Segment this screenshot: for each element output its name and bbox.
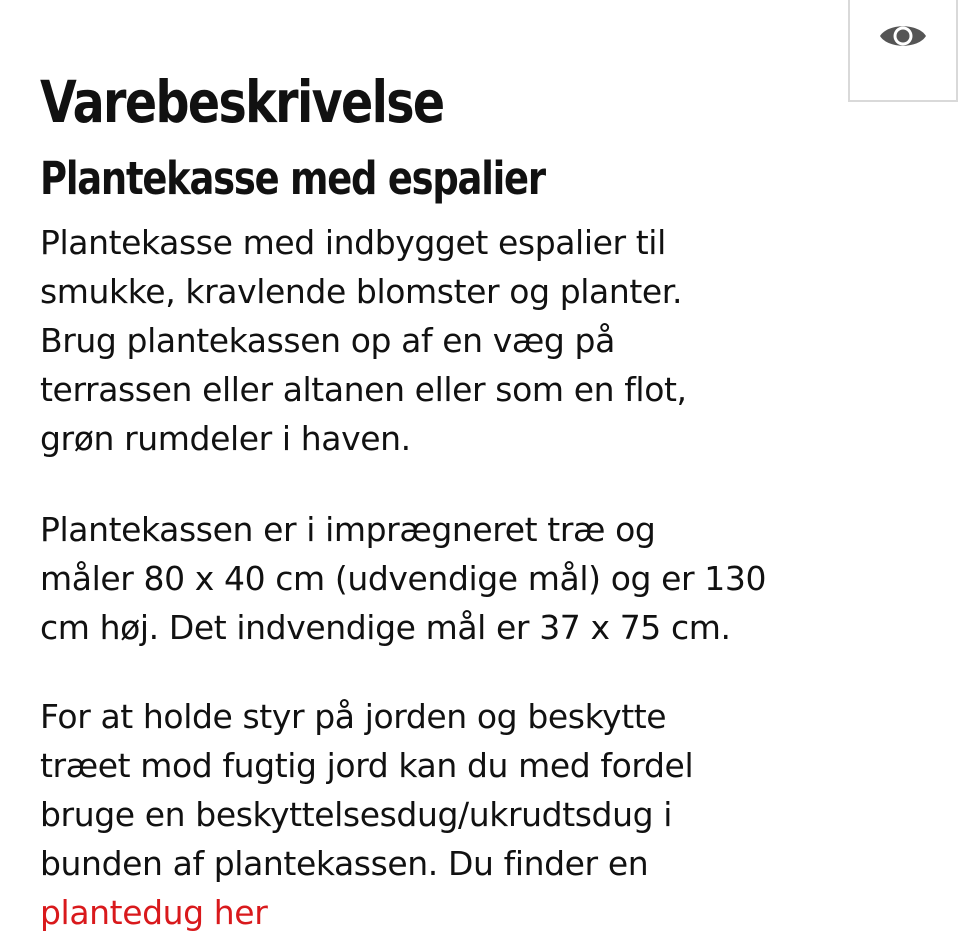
text-line: For at holde styr på jorden og beskytte — [40, 697, 667, 736]
description-paragraph-2 — [40, 505, 940, 652]
text-line: terrassen eller altanen eller som en flot, — [40, 370, 687, 409]
text-line: Plantekasse med indbygget espalier til — [40, 223, 666, 262]
text-line: cm høj. Det indvendige mål er 37 x 75 cm. — [40, 608, 731, 647]
section-title: Varebeskrivelse — [40, 68, 444, 136]
text-line: smukke, kravlende blomster og planter. — [40, 272, 683, 311]
text-line: bunden af plantekassen. Du finder en — [40, 844, 649, 883]
description-paragraph-1 — [40, 218, 940, 463]
text-line: Brug plantekassen op af en væg på — [40, 321, 615, 360]
eye-icon — [878, 20, 928, 52]
text-line: Plantekassen er i imprægneret træ og — [40, 510, 656, 549]
plantedug-link[interactable]: plantedug her — [40, 893, 268, 932]
text-line: træet mod fugtig jord kan du med fordel — [40, 746, 694, 785]
text-line: grøn rumdeler i haven. — [40, 419, 411, 458]
product-description — [40, 62, 940, 937]
text-line: måler 80 x 40 cm (udvendige mål) og er 130 — [40, 559, 767, 598]
product-name: Plantekasse med espalier — [40, 152, 545, 205]
description-paragraph-3 — [40, 692, 940, 937]
text-line: bruge en beskyttelsesdug/ukrudtsdug i — [40, 795, 673, 834]
